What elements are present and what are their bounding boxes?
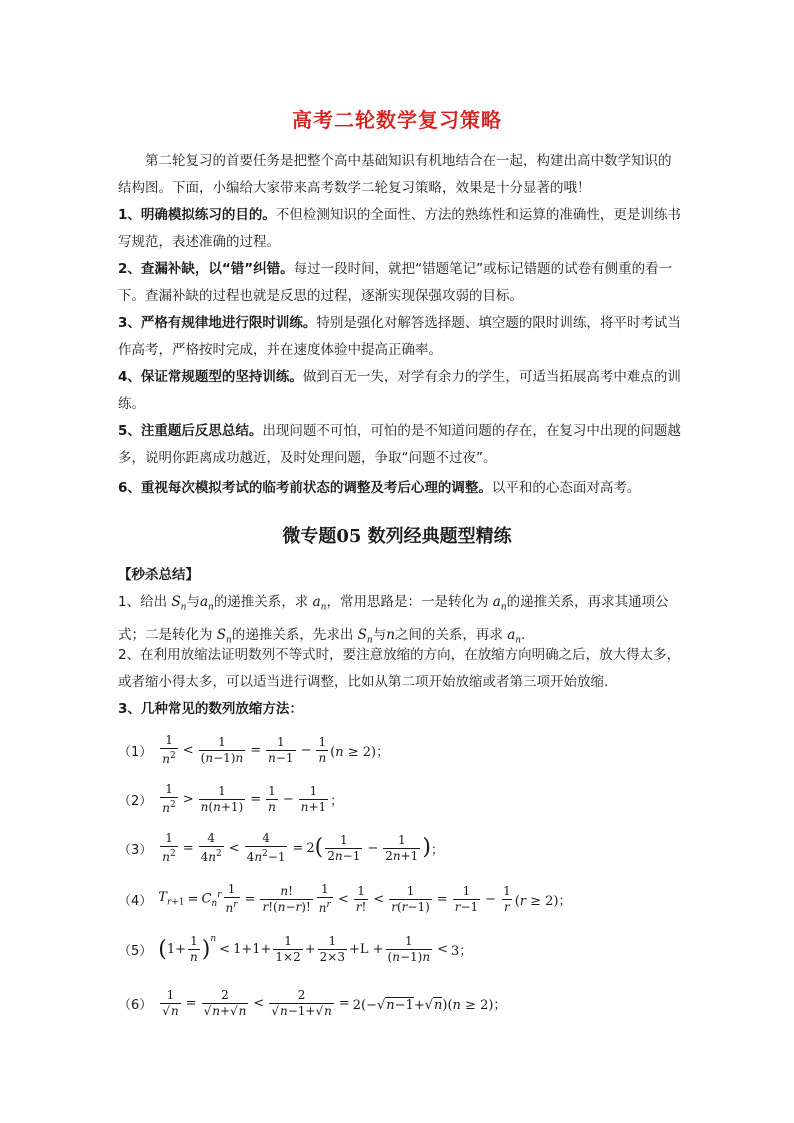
summary-point-3: 3、几种常见的数列放缩方法： xyxy=(118,701,303,717)
tip-3-head: 3、严格有规律地进行限时训练。 xyxy=(118,315,317,331)
formula-1: （1） $\frac{1}{n^2}$ < $\frac{1}{(n-1)n}$ = $\frac{1}{n-1}$ − $\frac{1}{n}$ (n ≥ 2)； xyxy=(118,733,390,766)
doc-title: 高考二轮数学复习策略 xyxy=(292,108,502,132)
summary-heading: 【秒杀总结】 xyxy=(118,567,199,583)
tip-1-head: 1、明确模拟练习的目的。 xyxy=(118,207,276,223)
tip-2-body: 每过一段时间，就把“错题笔记”或标记错题的试卷有侧重的看一下。查漏补缺的过程也就是反思的过程，逐渐实现保强攻弱的目标。 xyxy=(118,261,673,304)
tip-2 xyxy=(118,256,684,310)
tip-6-body: 以平和的心态面对高考。 xyxy=(491,480,641,496)
formula-6: （6） $\frac{1}{√n}$ = $\frac{2}{√n+√n}$ < $\frac{2}{√n-1+√n}$ = 2(−√n−1+√n)(n ≥ 2)； xyxy=(118,988,507,1018)
tip-3 xyxy=(118,310,684,364)
formula-2: （2） $\frac{1}{n^2}$ > $\frac{1}{n(n+1)}$ = $\frac{1}{n}$ − $\frac{1}{n+1}$ ； xyxy=(118,782,344,815)
tip-6-head: 6、重视每次模拟考试的临考前状态的调整及考后心理的调整。 xyxy=(118,480,492,496)
tip-3-body: 特别是强化对解答选择题、填空题的限时训练，将平时考试当作高考，严格按时完成，并在速度体验中提高正确率。 xyxy=(118,315,681,358)
tip-4-body: 做到百无一失，对学有余力的学生，可适当拓展高考中难点的训练。 xyxy=(118,369,681,412)
summary-point-2: 2、在利用放缩法证明数列不等式时，要注意放缩的方向，在放缩方向明确之后，放大得太多，或者缩小得太多，可以适当进行调整，比如从第二项开始放缩或者第三项开始放缩. xyxy=(118,647,681,690)
tip-5 xyxy=(118,418,684,472)
section-subtitle: 微专题05 数列经典题型精练 xyxy=(282,526,512,547)
summary-point-1: 1、给出 $S_n$与$a_n$的递推关系，求 $a_n$，常用思路是：一是转化为 $a_n$的递推关系，再求其通项公式；二是转化为 $S_n$的递推关系，先求出 $S_n$与n之间的关系，再求 $a_n$. xyxy=(118,594,669,646)
formula-3: （3） $\frac{1}{n^2}$ = $\frac{4}{4n^2}$ < $\frac{4}{4n^2-1}$ = 2 ( $\frac{1}{2n-1}$ − $\frac{1}{2n+1}$ ) ； xyxy=(118,831,444,864)
tip-2-head: 2、查漏补缺，以“错”纠错。 xyxy=(118,261,294,277)
formula-4: （4） $T_{r+1}$ = $C_n^r$ $\frac{1}{n^r}$ = $\frac{n!}{r!(n-r)!}$ $\frac{1}{n^r}$ < $\frac{1}{r!}$ < $\frac{1}{r(r-1)}$ = $\frac{1}{r-1}$ − $\frac{1}{r}$ (r ≥ 2)； xyxy=(118,882,572,915)
tip-5-head: 5、注重题后反思总结。 xyxy=(118,423,263,439)
tip-4-head: 4、保证常规题型的坚持训练。 xyxy=(118,369,303,385)
tip-1 xyxy=(118,202,684,256)
tip-4 xyxy=(118,364,684,418)
tip-5-body: 出现问题不可怕，可怕的是不知道问题的存在，在复习中出现的问题越多，说明你距离成功越近，及时处理问题，争取“问题不过夜”。 xyxy=(118,423,681,466)
intro-paragraph: 第二轮复习的首要任务是把整个高中基础知识有机地结合在一起，构建出高中数学知识的结构图。下面，小编给大家带来高考数学二轮复习策略，效果是十分显著的哦！ xyxy=(118,153,672,196)
tip-6 xyxy=(118,475,684,502)
formula-5: （5） ( 1+ $\frac{1}{n}$ ) $^n$ < 1+1+ $\frac{1}{1\times 2}$ + $\frac{1}{2\times 3}$ +L + $\frac{1}{(n-1)n}$ < 3； xyxy=(118,934,473,964)
tip-1-body: 不但检测知识的全面性、方法的熟练性和运算的准确性，更是训练书写规范，表述准确的过程。 xyxy=(118,207,681,250)
